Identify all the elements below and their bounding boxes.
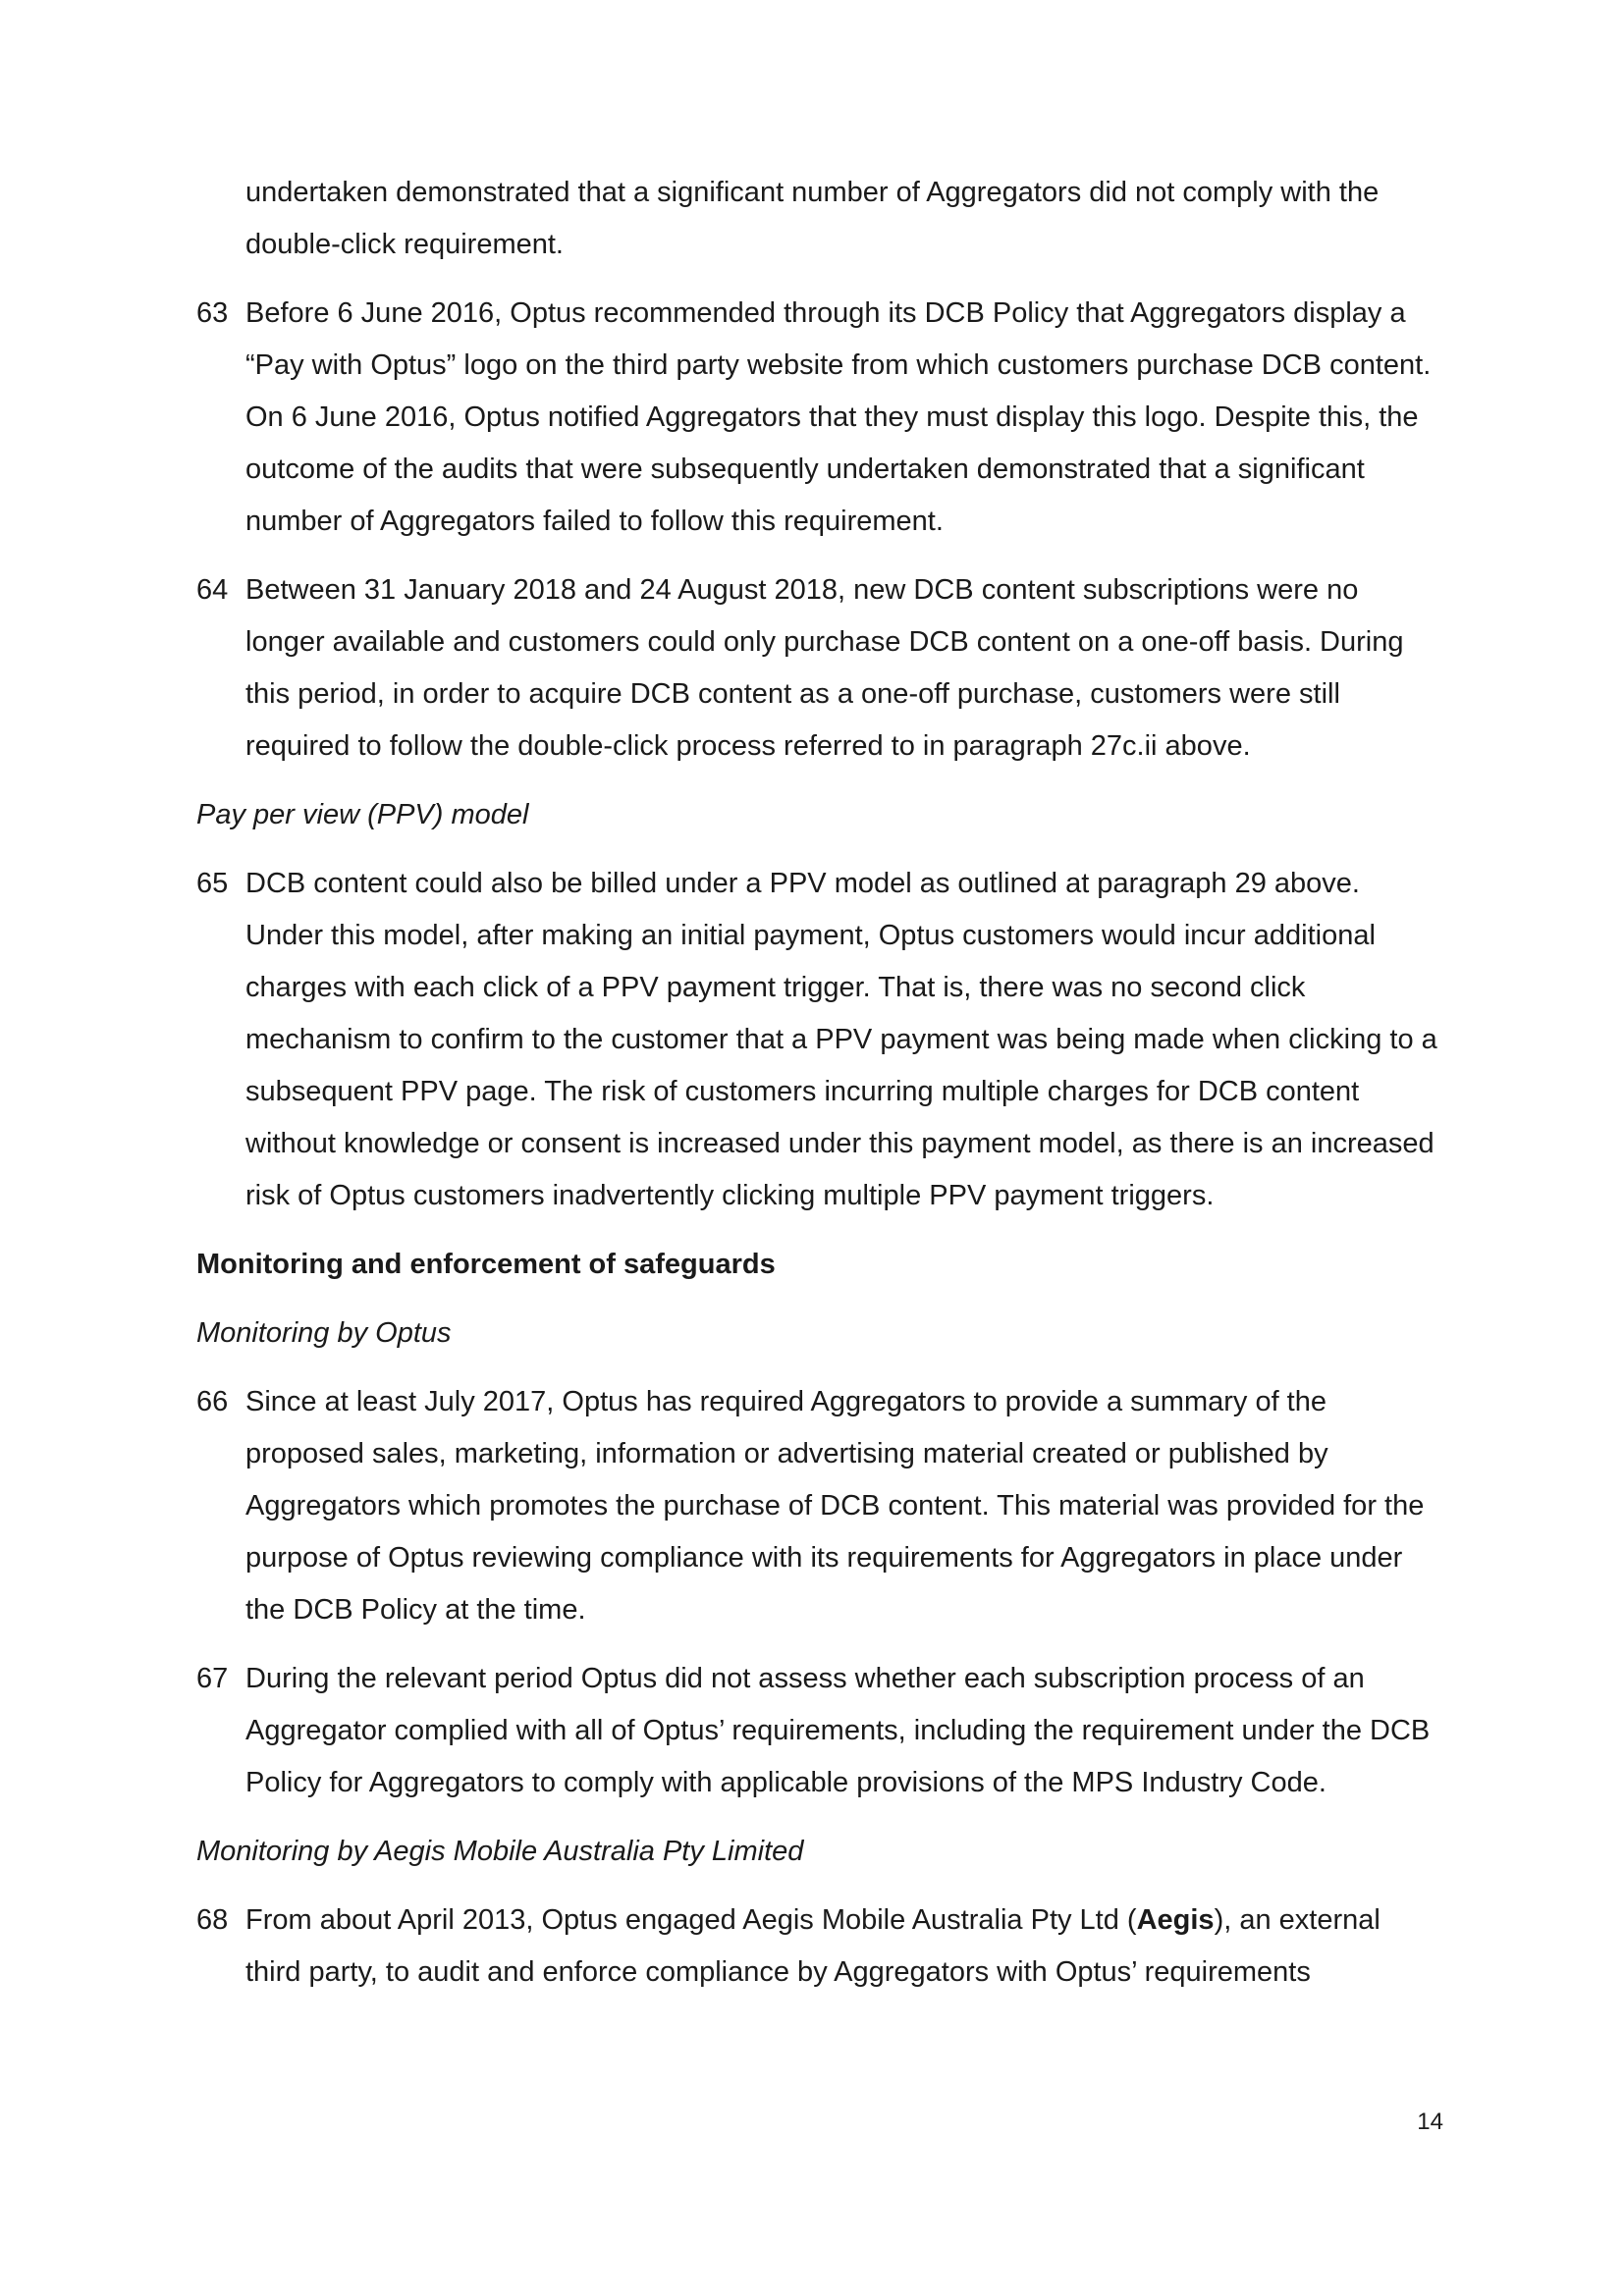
subheading-ppv-model: Pay per view (PPV) model (196, 799, 529, 830)
paragraph-65 (196, 858, 1443, 1222)
paragraph-66 (196, 1376, 1443, 1636)
paragraph-text: Between 31 January 2018 and 24 August 2018, new DCB content subscriptions were no longer available and customers could only purchase DCB content on a one-off basis. During this period, in order to acquire DCB content as a one-off purchase, customers were still required to follow the double-click process referred to in paragraph 27c.ii above. (245, 574, 1404, 762)
paragraph-number: 66 (196, 1386, 229, 1417)
paragraph-text-after: ), an external third party, to audit and enforce compliance by Aggregators with Optus’ requirements (245, 1904, 1380, 1988)
paragraph-67 (196, 1653, 1443, 1809)
paragraph-number: 65 (196, 868, 229, 899)
paragraph-text-before: From about April 2013, Optus engaged Aegis Mobile Australia Pty Ltd ( (245, 1904, 1137, 1936)
paragraph-text: Since at least July 2017, Optus has required Aggregators to provide a summary of the proposed sales, marketing, information or advertising material created or published by Aggregators which promotes the purchase of DCB content. This material was provided for the purpose of Optus reviewing compliance with its requirements for Aggregators in place under the DCB Policy at the time. (245, 1386, 1425, 1626)
paragraph-64 (196, 564, 1443, 773)
paragraph-63 (196, 288, 1443, 548)
continued-paragraph-text: undertaken demonstrated that a significant number of Aggregators did not comply with the double-click requirement. (245, 177, 1380, 260)
paragraph-text: During the relevant period Optus did not assess whether each subscription process of an Aggregator complied with all of Optus’ requirements, including the requirement under the DCB Policy for Aggregators to comply with applicable provisions of the MPS Industry Code. (245, 1663, 1431, 1798)
paragraph-number: 67 (196, 1663, 229, 1694)
paragraph-text: DCB content could also be billed under a PPV model as outlined at paragraph 29 above. Under this model, after making an initial payment, Optus customers would incur additional charges with each click of a PPV payment trigger. That is, there was no second click mechanism to confirm to the customer that a PPV payment was being made when clicking to a subsequent PPV page. The risk of customers incurring multiple charges for DCB content without knowledge or consent is increased under this payment model, as there is an increased risk of Optus customers inadvertently clicking multiple PPV payment triggers. (245, 868, 1437, 1211)
paragraph-number: 64 (196, 574, 229, 606)
paragraph-68 (196, 1895, 1443, 1999)
page-body (196, 167, 1443, 2015)
subheading-monitoring-by-optus: Monitoring by Optus (196, 1317, 452, 1349)
paragraph-text (245, 1904, 1380, 1988)
paragraph-text: Before 6 June 2016, Optus recommended through its DCB Policy that Aggregators display a “Pay with Optus” logo on the third party website from which customers purchase DCB content. On 6 June 2016, Optus notified Aggregators that they must display this logo. Despite this, the outcome of the audits that were subsequently undertaken demonstrated that a significant number of Aggregators failed to follow this requirement. (245, 297, 1432, 537)
section-heading-monitoring: Monitoring and enforcement of safeguards (196, 1249, 776, 1280)
paragraph-number: 68 (196, 1904, 229, 1936)
page-number: 14 (1417, 2109, 1443, 2135)
subheading-monitoring-by-aegis: Monitoring by Aegis Mobile Australia Pty Limited (196, 1836, 804, 1867)
paragraph-number: 63 (196, 297, 229, 329)
defined-term-aegis: Aegis (1136, 1904, 1215, 1936)
